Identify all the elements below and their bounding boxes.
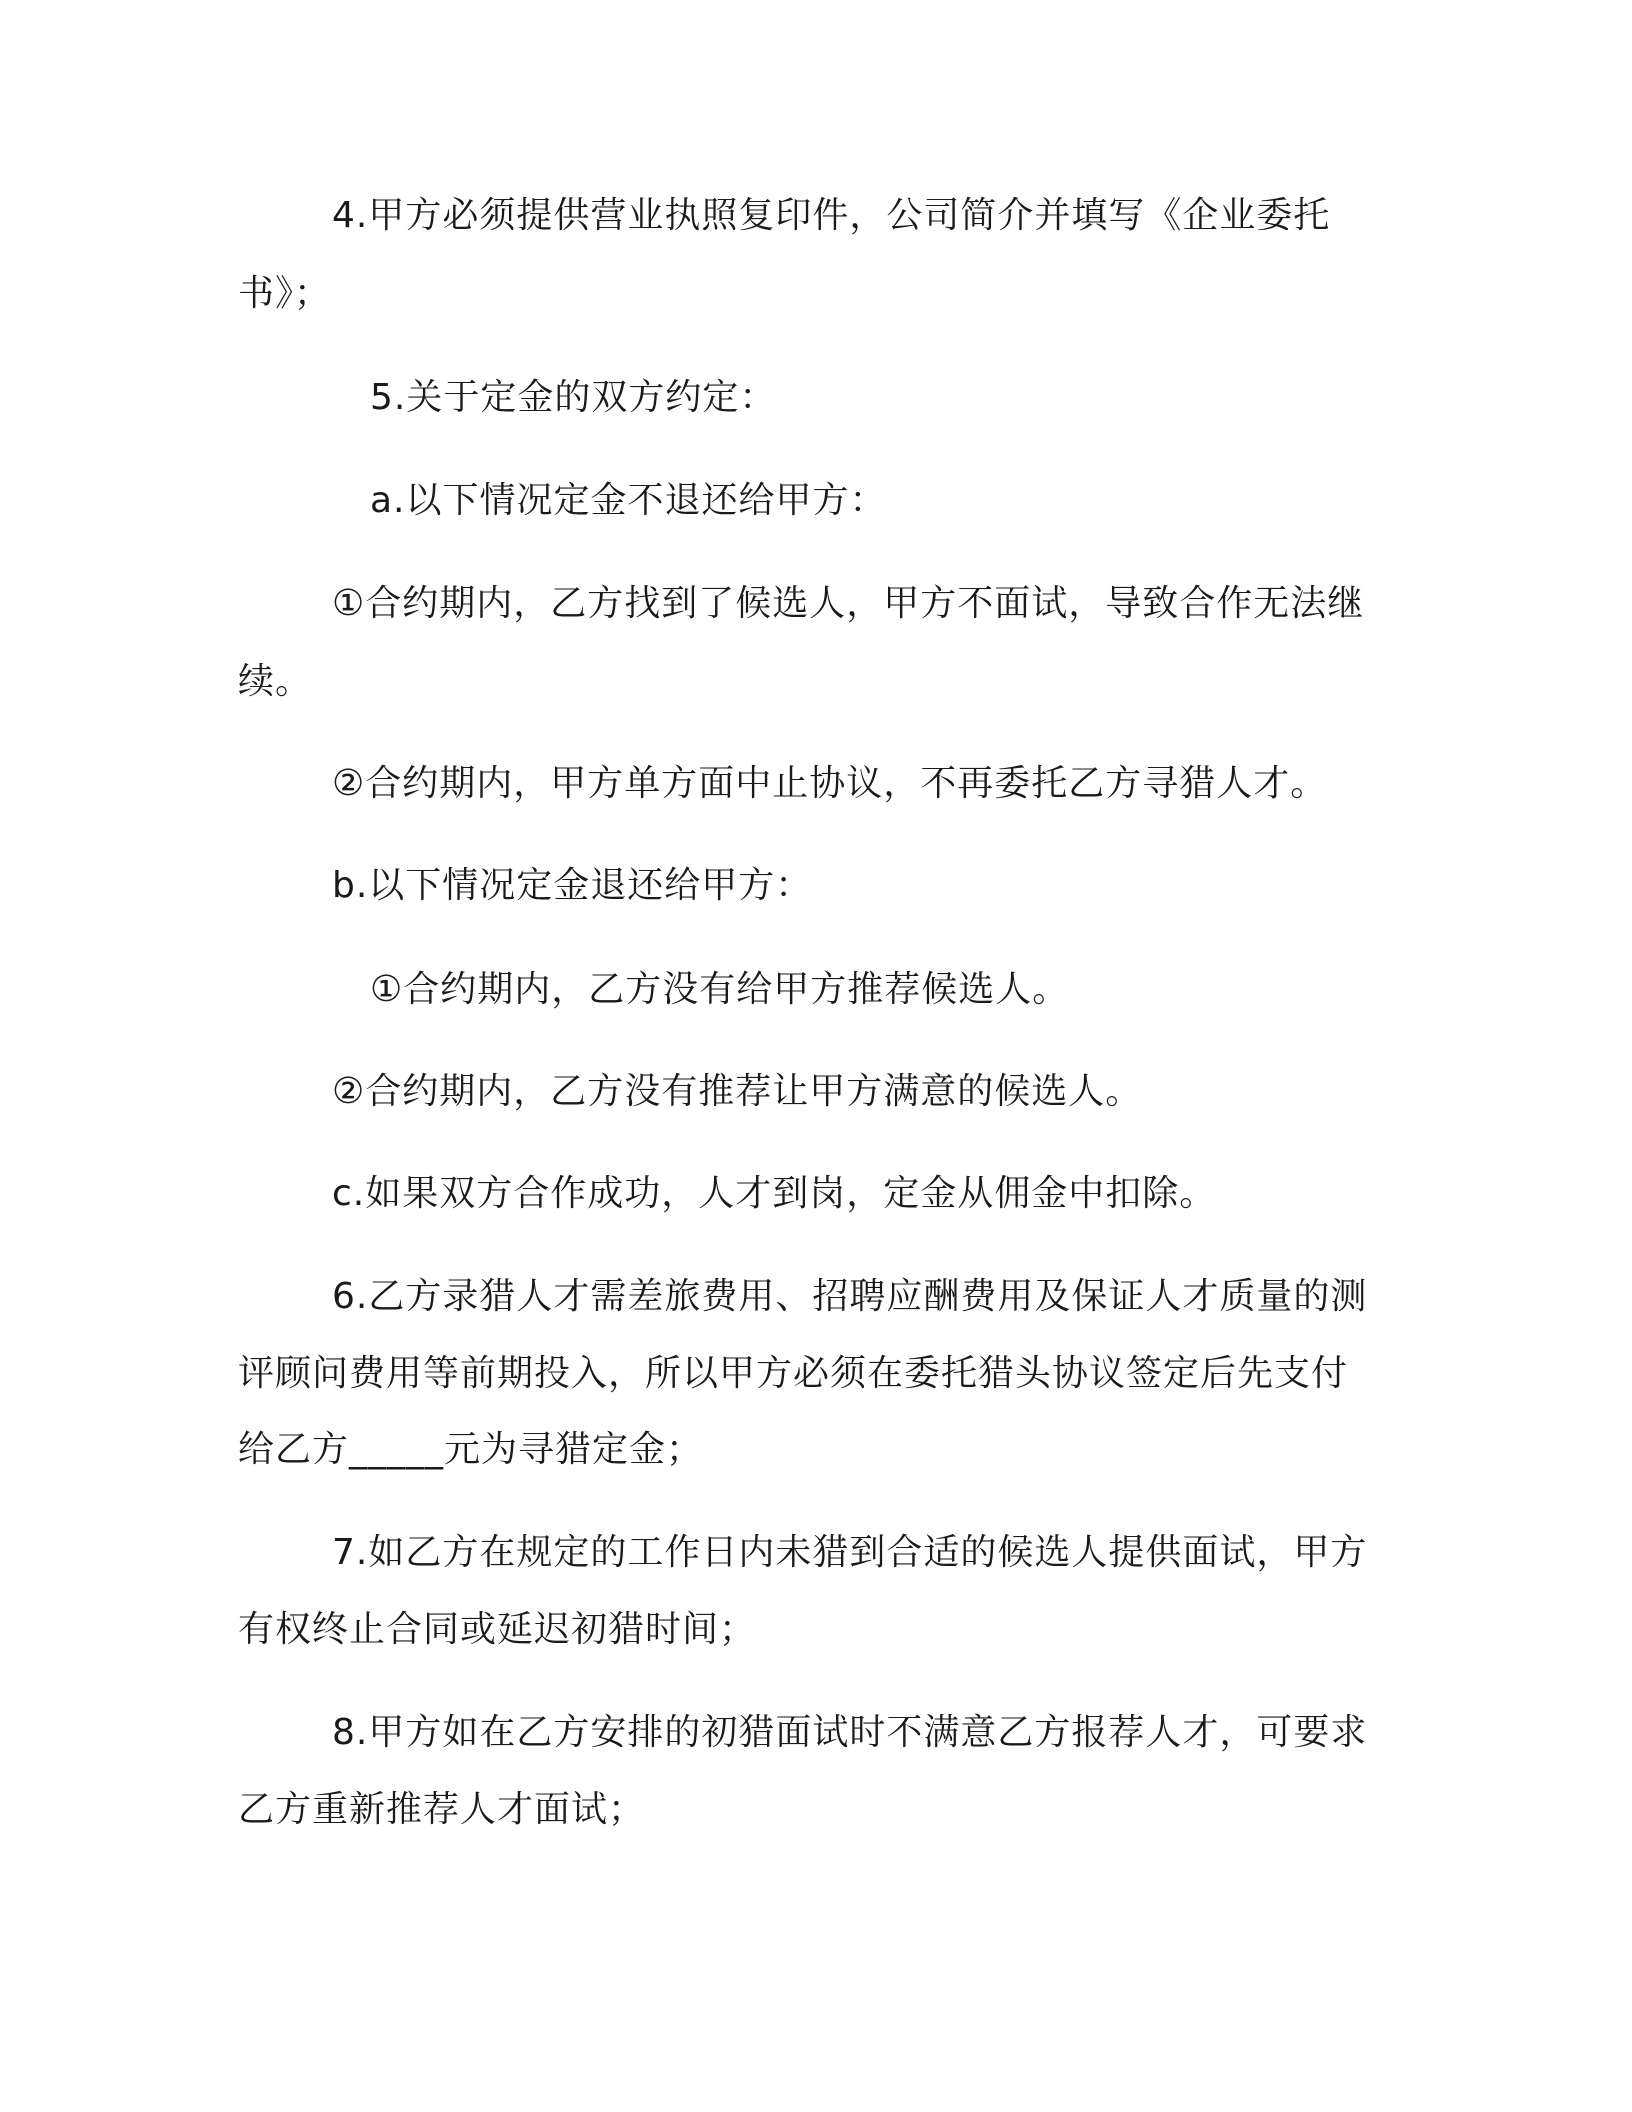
clause-5-heading: 5.关于定金的双方约定： (370, 377, 777, 418)
clause-5a-item-1-line-2: 续。 (238, 661, 313, 702)
clause-6-line-3: 给乙方_____元为寻猎定金； (238, 1429, 704, 1470)
clause-6-line-2: 评顾问费用等前期投入，所以甲方必须在委托猎头协议签定后先支付 (238, 1353, 1349, 1394)
clause-8-line-2: 乙方重新推荐人才面试； (238, 1789, 646, 1830)
clause-7-line-2: 有权终止合同或延迟初猎时间； (238, 1609, 757, 1650)
clause-5a-item-2: ②合约期内，甲方单方面中止协议，不再委托乙方寻猎人才。 (332, 763, 1328, 804)
clause-4-line-2: 书》； (238, 273, 332, 314)
clause-5a-item-1-line-1: ①合约期内，乙方找到了候选人，甲方不面试，导致合作无法继 (332, 583, 1365, 624)
clause-4-line-1: 4.甲方必须提供营业执照复印件，公司简介并填写《企业委托 (332, 195, 1331, 236)
clause-5b-item-1: ①合约期内，乙方没有给甲方推荐候选人。 (370, 969, 1070, 1010)
clause-5b-heading: b.以下情况定金退还给甲方： (332, 865, 813, 906)
clause-8-line-1: 8.甲方如在乙方安排的初猎面试时不满意乙方报荐人才，可要求 (332, 1712, 1368, 1753)
clause-5a-heading: a.以下情况定金不退还给甲方： (370, 480, 887, 521)
clause-5b-item-2: ②合约期内，乙方没有推荐让甲方满意的候选人。 (332, 1071, 1143, 1112)
clause-6-line-1: 6.乙方录猎人才需差旅费用、招聘应酬费用及保证人才质量的测 (332, 1276, 1368, 1317)
clause-5c: c.如果双方合作成功，人才到岗，定金从佣金中扣除。 (332, 1173, 1217, 1214)
clause-7-line-1: 7.如乙方在规定的工作日内未猎到合适的候选人提供面试，甲方 (332, 1532, 1368, 1573)
